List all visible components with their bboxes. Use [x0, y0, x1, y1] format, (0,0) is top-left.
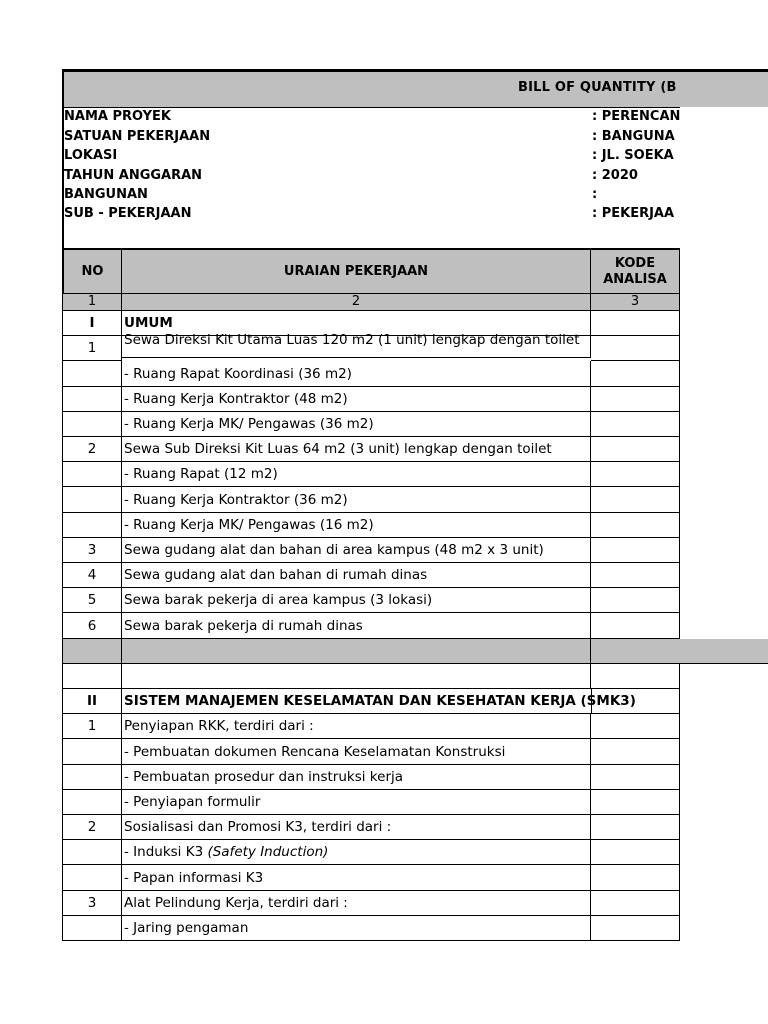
row-description: [122, 462, 591, 487]
row-kode-analisa: [591, 865, 680, 891]
info-value: : PERENCAN: [592, 109, 680, 124]
row-kode-analisa: [591, 664, 680, 689]
row-number: [62, 387, 122, 412]
info-value: : BANGUNA: [592, 129, 675, 144]
col-number-1: 1: [62, 294, 122, 311]
row-description: [122, 639, 591, 664]
row-description-text: Sosialisasi dan Promosi K3, terdiri dari :: [124, 819, 392, 835]
header-no: NO: [62, 248, 122, 294]
row-number: 3: [62, 538, 122, 563]
row-number: 2: [62, 815, 122, 840]
row-description-text: - Ruang Kerja MK/ Pengawas (36 m2): [124, 416, 374, 432]
row-description: [122, 437, 591, 462]
row-description: [122, 840, 591, 865]
row-description-text: - Ruang Rapat (12 m2): [124, 466, 278, 482]
row-description-text: - Papan informasi K3: [124, 870, 264, 886]
row-description: [122, 891, 591, 916]
row-number: 1: [62, 336, 122, 361]
row-kode-analisa: [591, 513, 680, 538]
row-kode-analisa: [591, 311, 680, 336]
row-kode-analisa: [591, 538, 680, 563]
row-description-text: Sewa gudang alat dan bahan di rumah dinas: [124, 567, 428, 583]
row-description: [122, 815, 591, 840]
info-value: : PEKERJAA: [592, 206, 675, 221]
document-title: BILL OF QUANTITY (B: [518, 80, 677, 95]
row-kode-analisa: [591, 916, 680, 941]
row-kode-analisa: [591, 487, 680, 513]
row-description-text: - Ruang Rapat Koordinasi (36 m2): [124, 366, 352, 382]
row-description: [122, 361, 591, 387]
row-description-text: Sewa barak pekerja di area kampus (3 lokasi): [124, 592, 433, 608]
row-description-text: - Penyiapan formulir: [124, 794, 261, 810]
row-description-text: - Jaring pengaman: [124, 920, 249, 936]
header-kode-analisa: KODE ANALISA: [591, 248, 680, 294]
row-number: [62, 639, 122, 664]
row-kode-analisa: [591, 765, 680, 790]
row-description-text: Alat Pelindung Kerja, terdiri dari :: [124, 895, 348, 911]
row-number: I: [62, 311, 122, 336]
row-number: 6: [62, 613, 122, 639]
row-kode-analisa: [591, 613, 680, 639]
row-description: [122, 865, 591, 891]
row-number: 3: [62, 891, 122, 916]
row-description: [122, 513, 591, 538]
row-kode-analisa: [591, 639, 768, 664]
row-description-text: - Ruang Kerja Kontraktor (48 m2): [124, 391, 348, 407]
row-kode-analisa: [591, 714, 680, 739]
row-description: [122, 613, 591, 639]
row-kode-analisa: [591, 815, 680, 840]
row-number: [62, 790, 122, 815]
row-number: [62, 916, 122, 941]
row-description: [122, 588, 591, 613]
info-label: NAMA PROYEK: [64, 109, 171, 124]
info-value: : JL. SOEKA: [592, 148, 674, 163]
row-description-text: - Ruang Kerja Kontraktor (36 m2): [124, 492, 348, 508]
col-number-3: 3: [591, 294, 680, 311]
row-description: [122, 739, 591, 765]
row-number: 1: [62, 714, 122, 739]
info-label: SATUAN PEKERJAAN: [64, 129, 211, 144]
row-description-text: SISTEM MANAJEMEN KESELAMATAN DAN KESEHATAN KERJA (SMK3): [124, 693, 636, 709]
row-number: [62, 487, 122, 513]
row-number: [62, 840, 122, 865]
row-number: [62, 513, 122, 538]
row-description: [122, 538, 591, 563]
row-description: [122, 664, 591, 689]
col-number-2: 2: [122, 294, 591, 311]
info-value: : 2020: [592, 168, 638, 183]
row-description-text: - Ruang Kerja MK/ Pengawas (16 m2): [124, 517, 374, 533]
row-description-text: - Pembuatan dokumen Rencana Keselamatan Konstruksi: [124, 744, 506, 760]
row-number: [62, 462, 122, 487]
row-kode-analisa: [591, 412, 680, 437]
row-number: [62, 865, 122, 891]
info-label: SUB - PEKERJAAN: [64, 206, 192, 221]
row-kode-analisa: [591, 361, 680, 387]
title-divider: [62, 107, 680, 108]
row-description-text: - Pembuatan prosedur dan instruksi kerja: [124, 769, 404, 785]
row-kode-analisa: [591, 891, 680, 916]
row-number: [62, 361, 122, 387]
row-description: [122, 790, 591, 815]
row-number: [62, 412, 122, 437]
row-description-text: Sewa Direksi Kit Utama Luas 120 m2 (1 unit) lengkap dengan toilet: [124, 333, 580, 348]
row-kode-analisa: [591, 437, 680, 462]
row-kode-analisa: [591, 790, 680, 815]
project-info: [64, 109, 680, 249]
row-kode-analisa: [591, 387, 680, 412]
row-kode-analisa: [591, 336, 680, 361]
row-number: [62, 739, 122, 765]
row-description-text: Sewa Sub Direksi Kit Luas 64 m2 (3 unit) lengkap dengan toilet: [124, 441, 552, 457]
row-description: [122, 765, 591, 790]
row-description: [122, 333, 591, 358]
row-description-text: Sewa barak pekerja di rumah dinas: [124, 618, 363, 634]
row-kode-analisa: [591, 462, 680, 487]
row-description: [122, 689, 636, 714]
row-kode-analisa: [591, 840, 680, 865]
row-kode-analisa: [591, 563, 680, 588]
row-number: [62, 765, 122, 790]
row-description: [122, 487, 591, 513]
row-description: [122, 916, 591, 941]
row-description-text: - Induksi K3: [124, 844, 208, 860]
info-label: TAHUN ANGGARAN: [64, 168, 203, 183]
row-description: [122, 387, 591, 412]
row-number: [62, 664, 122, 689]
row-number: II: [62, 689, 122, 714]
row-number: 4: [62, 563, 122, 588]
row-description-italic: (Safety Induction): [207, 844, 329, 860]
row-description: [122, 412, 591, 437]
header-uraian: URAIAN PEKERJAAN: [122, 248, 591, 294]
info-label: LOKASI: [64, 148, 118, 163]
row-description-text: Penyiapan RKK, terdiri dari :: [124, 718, 314, 734]
row-kode-analisa: [591, 588, 680, 613]
info-value: :: [592, 187, 598, 202]
row-number: 5: [62, 588, 122, 613]
row-number: 2: [62, 437, 122, 462]
row-description-text: Sewa gudang alat dan bahan di area kampus (48 m2 x 3 unit): [124, 542, 544, 558]
row-description: [122, 714, 591, 739]
row-description: [122, 563, 591, 588]
info-label: BANGUNAN: [64, 187, 148, 202]
row-description-text: UMUM: [124, 315, 173, 331]
row-kode-analisa: [591, 739, 680, 765]
